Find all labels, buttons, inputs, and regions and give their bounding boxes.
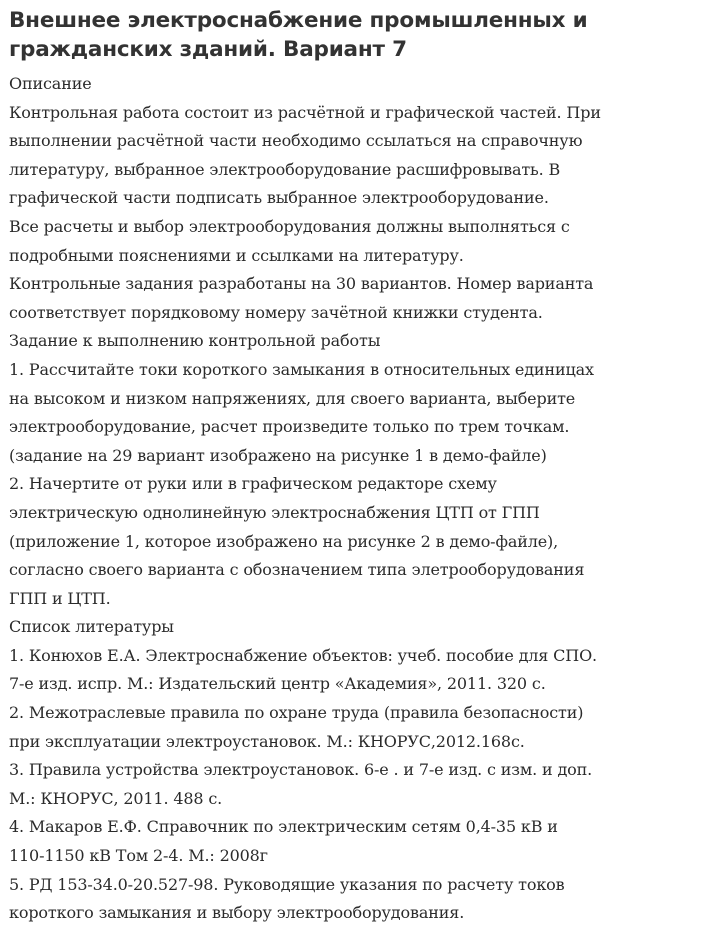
text-line: согласно своего варианта с обозначением типа элетрооборудования (9, 560, 585, 580)
reference-line: 1. Конюхов Е.А. Электроснабжение объектов: учеб. пособие для СПО. (9, 645, 597, 665)
text-line: Все расчеты и выбор электрооборудования должны выполняться с (9, 216, 570, 236)
section-heading-description: Описание (9, 74, 92, 93)
text-line: на высоком и низком напряжениях, для своего варианта, выберите (9, 388, 576, 408)
reference-line: 110-1150 кВ Том 2-4. М.: 2008г (9, 846, 268, 866)
text-line: графической части подписать выбранное электрооборудование. (9, 188, 549, 208)
text-line: Контрольная работа состоит из расчётной и графической частей. При (9, 102, 601, 122)
reference-line: при эксплуатации электроустановок. М.: КНОРУС,2012.168с. (9, 731, 525, 751)
reference-line: М.: КНОРУС, 2011. 488 с. (9, 788, 223, 808)
document-body (9, 70, 699, 928)
text-line: Контрольные задания разработаны на 30 вариантов. Номер варианта (9, 274, 594, 294)
text-line: электрооборудование, расчет произведите только по трем точкам. (9, 417, 570, 437)
section-heading-assignment: Задание к выполнению контрольной работы (9, 331, 381, 351)
text-line: электрическую однолинейную электроснабжения ЦТП от ГПП (9, 502, 540, 522)
reference-line: 4. Макаров Е.Ф. Справочник по электрическим сетям 0,4-35 кВ и (9, 817, 558, 837)
text-line: 2. Начертите от руки или в графическом редакторе схему (9, 474, 497, 494)
document-title (9, 6, 699, 64)
section-heading-references: Список литературы (9, 617, 174, 637)
reference-line: 3. Правила устройства электроустановок. 6-е . и 7-е изд. с изм. и доп. (9, 760, 593, 780)
reference-line: 2. Межотраслевые правила по охране труда (правила безопасности) (9, 703, 584, 723)
title-line: Внешнее электроснабжение промышленных и (9, 8, 588, 33)
text-line: 1. Рассчитайте токи короткого замыкания в относительных единицах (9, 359, 594, 379)
text-line: (задание на 29 вариант изображено на рисунке 1 в демо-файле) (9, 445, 547, 465)
document-page (9, 6, 699, 928)
reference-line: 5. РД 153-34.0-20.527-98. Руководящие указания по расчету токов (9, 874, 565, 894)
text-line: (приложение 1, которое изображено на рисунке 2 в демо-файле), (9, 531, 559, 551)
reference-line: 7-е изд. испр. М.: Издательский центр «Академия», 2011. 320 с. (9, 674, 546, 694)
title-line: гражданских зданий. Вариант 7 (9, 37, 407, 62)
text-line: подробными пояснениями и ссылками на литературу. (9, 245, 464, 265)
text-line: литературу, выбранное электрооборудование расшифровывать. В (9, 159, 561, 179)
text-line: выполнении расчётной части необходимо ссылаться на справочную (9, 131, 583, 151)
reference-line: короткого замыкания и выбору электрооборудования. (9, 903, 465, 923)
text-line: ГПП и ЦТП. (9, 588, 111, 608)
text-line: соответствует порядковому номеру зачётной книжки студента. (9, 302, 543, 322)
